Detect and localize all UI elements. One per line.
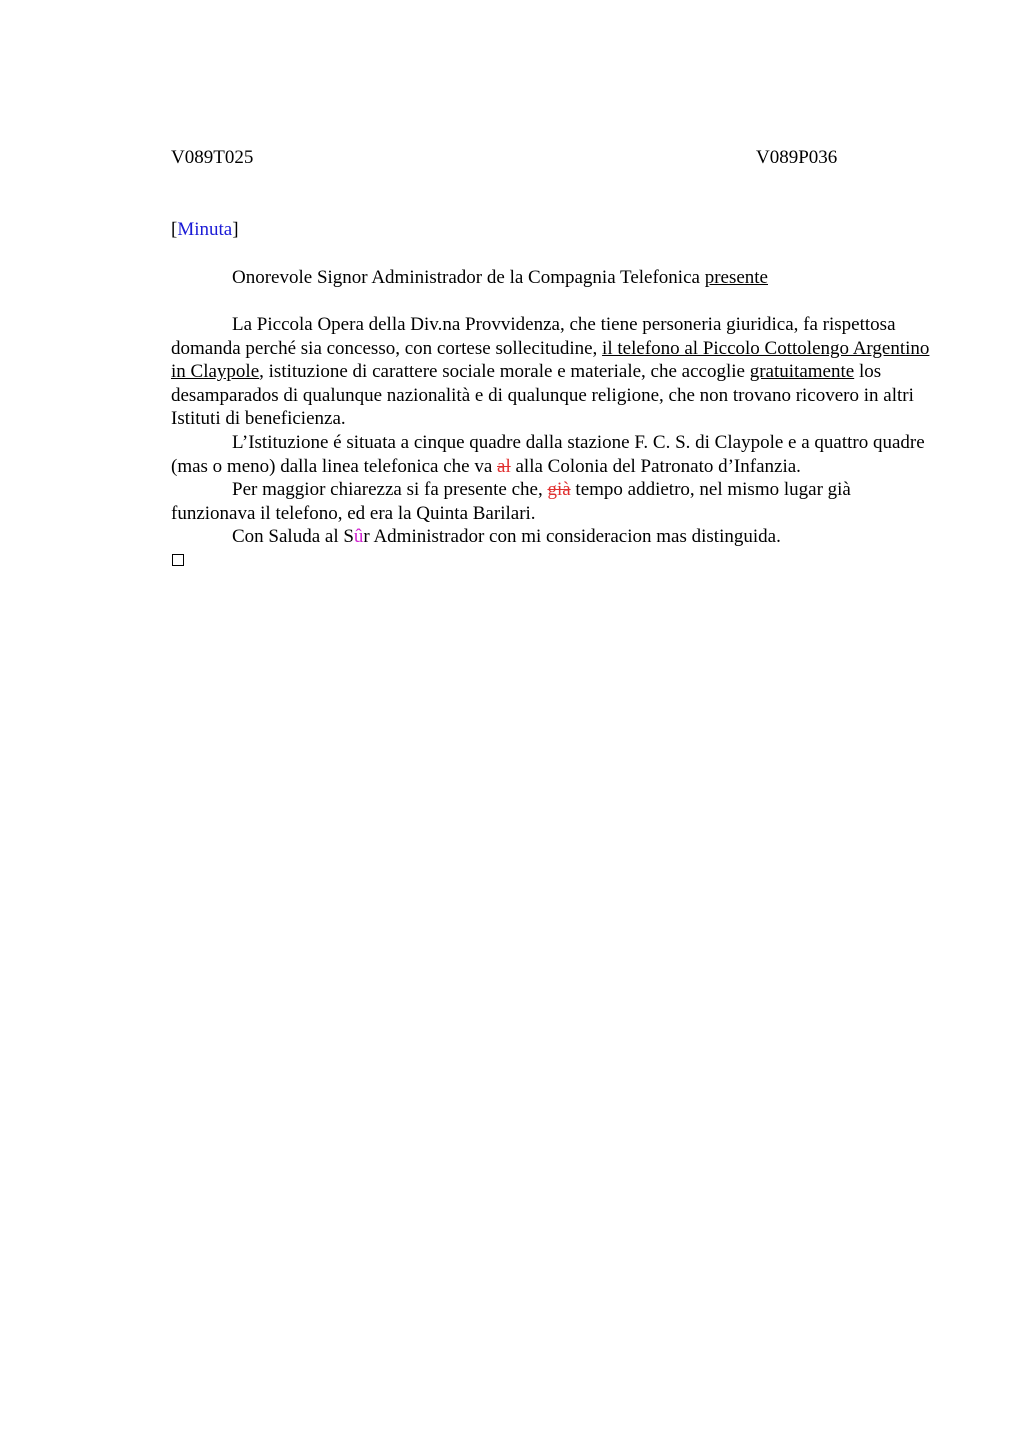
p3-part2: tempo addietro, nel mismo lugar già funzionava il telefono, ed era la Quinta Barilari. bbox=[171, 479, 851, 524]
paragraph-1 bbox=[171, 313, 933, 431]
p1-part3: los desamparados di qualunque nazionalità e di qualunque religione, che non trovano ricovero in altri Istituti di beneficienza. bbox=[171, 361, 914, 430]
minuta-label-line bbox=[171, 218, 239, 242]
p3-part1: Per maggior chiarezza si fa presente che, bbox=[232, 479, 548, 501]
addressee-line bbox=[171, 266, 931, 290]
p3-struck-word: già bbox=[547, 479, 571, 501]
addressee-underlined: presente bbox=[704, 267, 768, 288]
letter-body bbox=[171, 313, 933, 549]
addressee-text: Onorevole Signor Administrador de la Compagnia Telefonica bbox=[232, 267, 705, 288]
p4-part2: r Administrador con mi consideracion mas distinguida. bbox=[363, 526, 781, 548]
p4-part1: Con Saluda al S bbox=[232, 526, 354, 548]
open-bracket: [ bbox=[171, 219, 178, 240]
paragraph-2 bbox=[171, 431, 933, 478]
p2-struck-word: al bbox=[497, 455, 511, 477]
p1-underlined-2: gratuitamente bbox=[749, 361, 855, 383]
p4-highlighted-char: û bbox=[353, 526, 364, 548]
p1-part1: La Piccola Opera della Div.na Provvidenza, che tiene personeria giuridica, fa rispettosa domanda perché sia concesso, con cortese sollecitudine, bbox=[171, 314, 896, 359]
minuta-label: Minuta bbox=[177, 219, 233, 240]
document-code-right: V089P036 bbox=[756, 147, 838, 168]
p1-part2: , istituzione di carattere sociale morale e materiale, che accoglie bbox=[259, 361, 750, 383]
p1-underlined-1: il telefono al Piccolo Cottolengo Argentino in Claypole bbox=[171, 337, 930, 383]
document-code-left: V089T025 bbox=[171, 147, 254, 168]
paragraph-3 bbox=[171, 478, 933, 525]
close-bracket: ] bbox=[232, 219, 239, 240]
paragraph-4 bbox=[171, 525, 933, 549]
p2-part2: alla Colonia del Patronato d’Infanzia. bbox=[510, 455, 801, 477]
end-box-icon bbox=[172, 554, 184, 566]
p2-part1: L’Istituzione é situata a cinque quadre dalla stazione F. C. S. di Claypole e a quattro quadre (mas o meno) dalla linea telefonica che va bbox=[171, 431, 925, 477]
